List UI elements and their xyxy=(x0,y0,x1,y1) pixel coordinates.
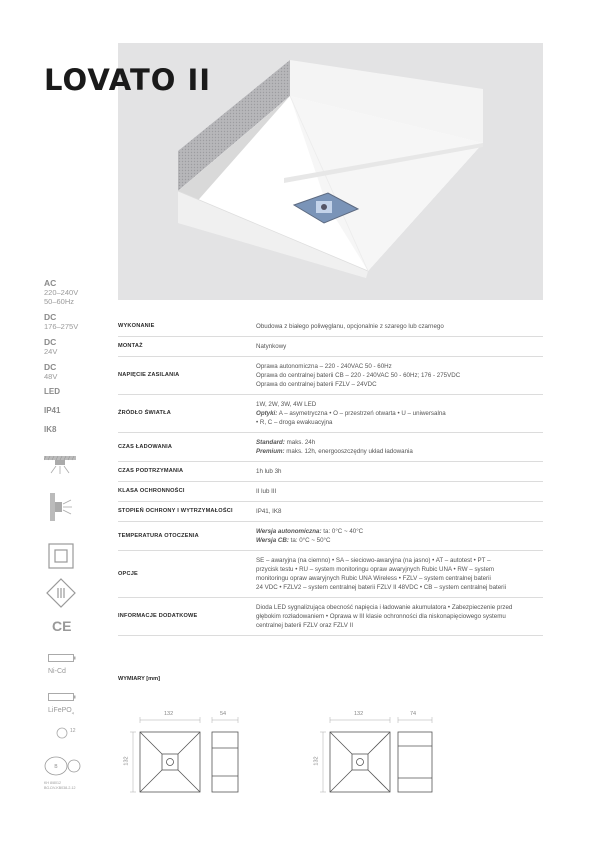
property-row xyxy=(118,395,543,433)
property-value-line xyxy=(256,418,543,427)
property-value-text: ta: 0°C ~ 40°C xyxy=(321,528,364,535)
drawing-2-height: 132 xyxy=(313,756,320,766)
ni-cd-battery-icon xyxy=(48,649,76,675)
spec-led xyxy=(44,387,114,397)
property-value-text: przycisk testu • RU – system monitoringu opraw awaryjnych Rubic UNA • RW – system xyxy=(256,566,495,573)
ni-cd-label: Ni-Cd xyxy=(48,668,66,675)
property-row xyxy=(118,462,543,482)
property-value-text: IP41, IK8 xyxy=(256,508,282,515)
property-value-text: SE – awaryjna (na ciemno) • SA – sieciowo-awaryjna (na jasno) • AT – autotest • PT – xyxy=(256,557,491,564)
property-label: NAPIĘCIE ZASILANIA xyxy=(118,357,256,395)
property-row xyxy=(118,598,543,636)
property-value-text: 24 VDC • FZLV2 – system centralnej baterii FZLV II 48VDC • CB – system centralnej baterii xyxy=(256,584,506,591)
property-label: KLASA OCHRONNOŚCI xyxy=(118,482,256,502)
property-value-line xyxy=(256,603,543,612)
property-value-line xyxy=(256,574,543,583)
property-value xyxy=(256,317,543,337)
drawing-2-depth: 74 xyxy=(410,711,417,717)
property-value xyxy=(256,502,543,522)
svg-text:B: B xyxy=(54,764,58,770)
property-value-text: Wersja CB: xyxy=(256,537,289,544)
spec-key: DC xyxy=(44,337,57,347)
spec-key: AC xyxy=(44,278,57,288)
property-value xyxy=(256,522,543,551)
spec-key: DC xyxy=(44,362,57,372)
ik-value: 12 xyxy=(70,728,76,734)
drawing-1-height: 132 xyxy=(123,756,130,766)
property-row xyxy=(118,357,543,395)
property-value-text: głębokim rozładowaniem • Oprawa w III klasie ochronności dla niskonapięciowego systemu xyxy=(256,613,506,620)
property-row xyxy=(118,433,543,462)
property-value xyxy=(256,462,543,482)
property-value-line xyxy=(256,322,543,331)
ceiling-mount-icon xyxy=(44,456,76,481)
property-row xyxy=(118,522,543,551)
property-value xyxy=(256,482,543,502)
property-value-text: maks. 24h xyxy=(284,439,316,446)
property-value-text: Obudowa z białego poliwęglanu, opcjonalnie z szarego lub czarnego xyxy=(256,323,444,330)
property-value-line xyxy=(256,487,543,496)
drawing-1-depth: 54 xyxy=(220,711,227,717)
property-label: MONTAŻ xyxy=(118,337,256,357)
property-value-line xyxy=(256,342,543,351)
property-value xyxy=(256,357,543,395)
property-value-line xyxy=(256,438,543,447)
property-value-text: Premium: xyxy=(256,448,285,455)
spec-line: 50–60Hz xyxy=(44,297,75,306)
class-ii-icon xyxy=(48,543,74,574)
property-row xyxy=(118,551,543,598)
dimensions-label: WYMIARY [mm] xyxy=(118,676,160,682)
spec-line: 220–240V xyxy=(44,288,79,297)
property-label: TEMPERATURA OTOCZENIA xyxy=(118,522,256,551)
spec-dc-2 xyxy=(44,337,114,356)
drawing-2 xyxy=(313,711,438,807)
property-value-line xyxy=(256,380,543,389)
spec-key: IP41 xyxy=(44,406,61,415)
property-value-text: • R, C – droga ewakuacyjna xyxy=(256,419,333,426)
property-value-text: centralnej baterii FZLV oraz FZLV II xyxy=(256,622,354,629)
property-label: ŹRÓDŁO ŚWIATŁA xyxy=(118,395,256,433)
property-value xyxy=(256,551,543,598)
drawing-1 xyxy=(123,711,248,807)
property-value xyxy=(256,395,543,433)
property-value-text: ta: 0°C ~ 50°C xyxy=(288,537,331,544)
lifepo-subscript: 4 xyxy=(71,710,74,716)
property-value xyxy=(256,598,543,636)
spec-dc-3 xyxy=(44,362,114,381)
spec-key: DC xyxy=(44,312,57,322)
ce-mark: CE xyxy=(52,618,72,634)
property-row xyxy=(118,337,543,357)
property-value-line xyxy=(256,507,543,516)
property-value-line xyxy=(256,612,543,621)
property-value-text: monitoringu opraw awaryjnych Rubic UNA Wireless • FZLV – system centralnej baterii xyxy=(256,575,491,582)
property-label: WYKONANIE xyxy=(118,317,256,337)
property-value-line xyxy=(256,536,543,545)
property-value-text: 1W, 2W, 3W, 4W LED xyxy=(256,401,317,408)
product-title: LOVATO II xyxy=(44,63,212,97)
ik-rating-icon xyxy=(54,726,76,744)
property-label: STOPIEŃ OCHRONY I WYTRZYMAŁOŚCI xyxy=(118,502,256,522)
spec-key: IK8 xyxy=(44,425,57,434)
property-label: OPCJE xyxy=(118,551,256,598)
property-value-line xyxy=(256,447,543,456)
property-row xyxy=(118,317,543,337)
property-value xyxy=(256,433,543,462)
property-value-line xyxy=(256,400,543,409)
property-value-text: Wersja autonomiczna: xyxy=(256,528,322,535)
cert-icon xyxy=(44,756,82,791)
spec-ip xyxy=(44,406,114,416)
property-value-text: Standard: xyxy=(256,439,285,446)
property-label: INFORMACJE DODATKOWE xyxy=(118,598,256,636)
property-value-text: Optyki: xyxy=(256,410,278,417)
property-value-text: Natynkowy xyxy=(256,343,287,350)
spec-sidebar xyxy=(44,278,114,444)
property-value xyxy=(256,337,543,357)
lifepo-label: LiFePO xyxy=(48,707,72,714)
property-value-text: Oprawa do centralnej baterii FZLV – 24VDC xyxy=(256,381,377,388)
drawing-2-width: 132 xyxy=(354,711,364,717)
property-value-text: maks. 12h, energooszczędny układ ładowania xyxy=(284,448,413,455)
property-label: CZAS ŁADOWANIA xyxy=(118,433,256,462)
spec-line: 24V xyxy=(44,347,58,356)
property-value-text: Oprawa do centralnej baterii CB – 220 - 240VAC 50 - 60Hz; 176 - 275VDC xyxy=(256,372,461,379)
property-value-line xyxy=(256,527,543,536)
spec-key: LED xyxy=(44,387,60,396)
property-value-line xyxy=(256,362,543,371)
property-value-line xyxy=(256,409,543,418)
property-value-text: Dioda LED sygnalizująca obecność napięcia i ładowanie akumulatora • Zabezpieczenie przed xyxy=(256,604,513,611)
property-value-text: II lub III xyxy=(256,488,277,495)
property-row xyxy=(118,502,543,522)
spec-ac xyxy=(44,278,114,306)
drawing-1-width: 132 xyxy=(164,711,174,717)
properties-table xyxy=(118,317,543,636)
spec-line: 176–275V xyxy=(44,322,79,331)
property-value-line xyxy=(256,565,543,574)
property-value-line xyxy=(256,556,543,565)
cert-code-1: KH 8/8012 xyxy=(44,781,61,785)
property-value-text: A – asymetryczna • O – przestrzeń otwarta • U – uniwersalna xyxy=(277,410,446,417)
property-value-line xyxy=(256,621,543,630)
property-value-text: 1h lub 3h xyxy=(256,468,282,475)
lifepo-battery-icon xyxy=(48,688,76,715)
property-value-line xyxy=(256,583,543,592)
property-row xyxy=(118,482,543,502)
class-iii-icon xyxy=(46,578,76,613)
spec-line: 48V xyxy=(44,372,58,381)
property-value-line xyxy=(256,371,543,380)
cert-code-2: BG-DV-KB038-2-12 xyxy=(44,786,76,790)
property-value-line xyxy=(256,467,543,476)
spec-ik xyxy=(44,425,114,435)
property-label: CZAS PODTRZYMANIA xyxy=(118,462,256,482)
wall-mount-icon xyxy=(50,493,76,526)
property-value-text: Oprawa autonomiczna – 220 - 240VAC 50 - 60Hz xyxy=(256,363,392,370)
spec-dc-1 xyxy=(44,312,114,331)
